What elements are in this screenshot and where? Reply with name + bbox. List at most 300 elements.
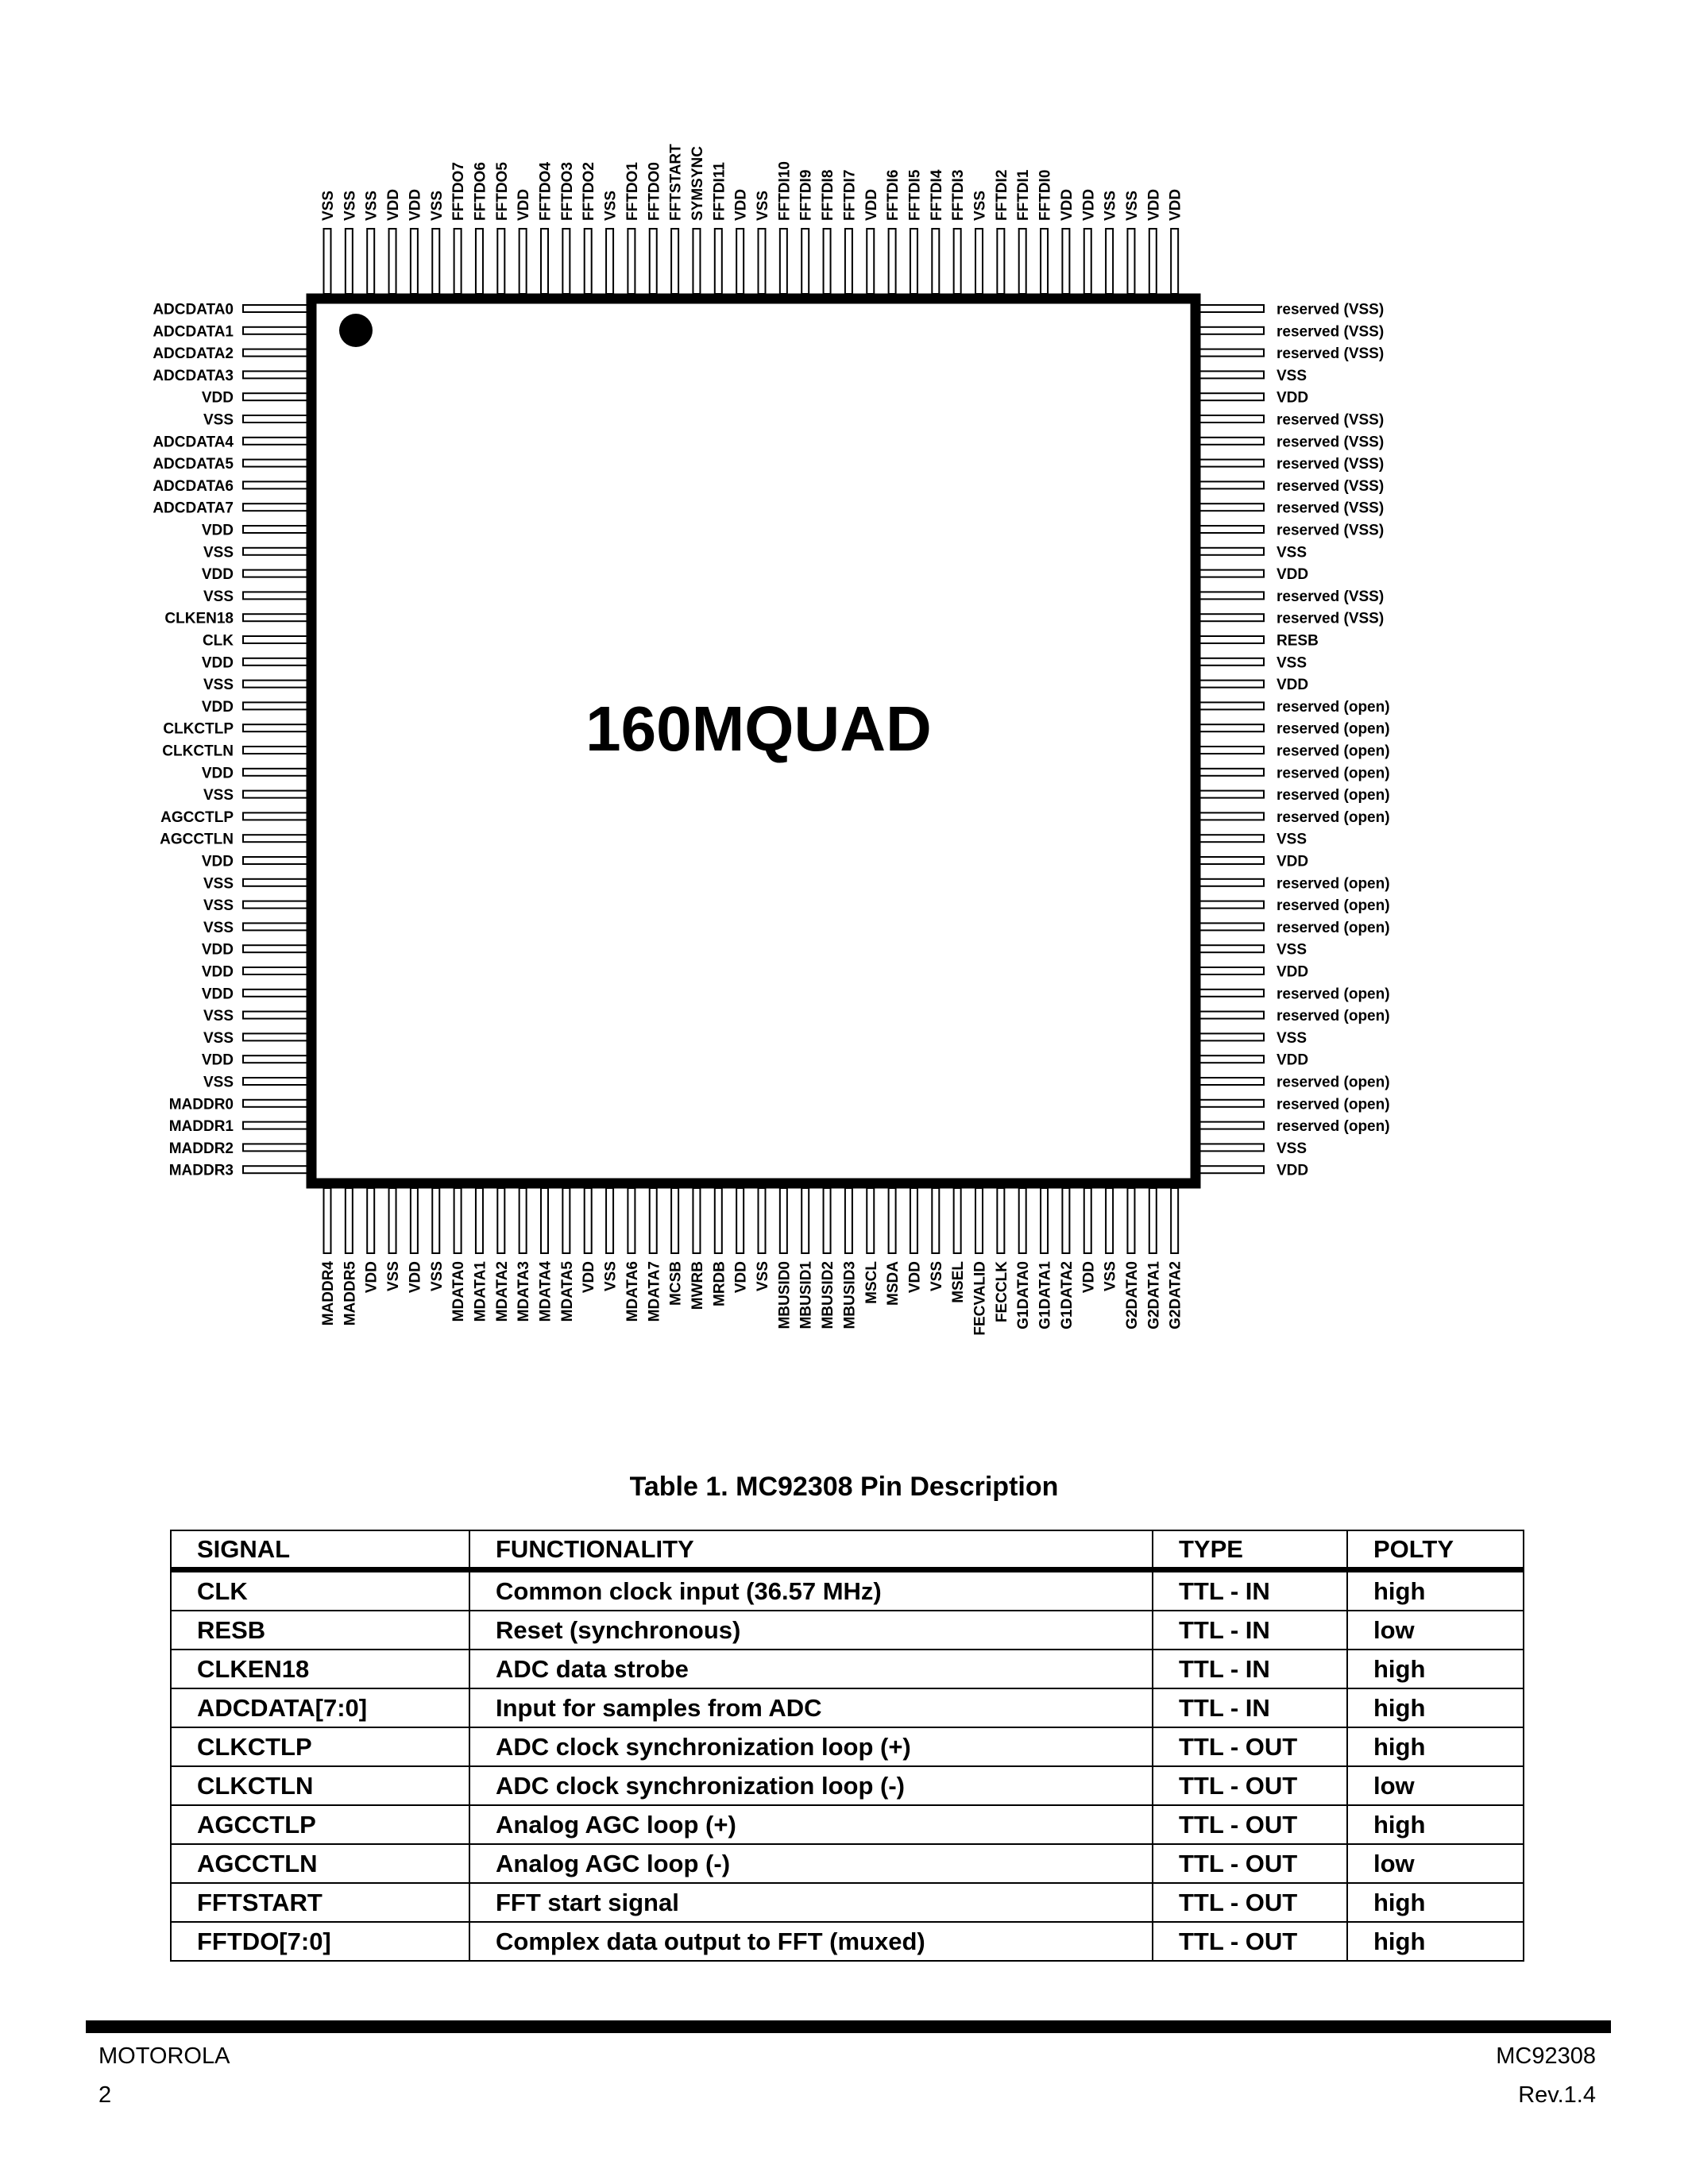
right-pin-label: VSS xyxy=(1277,831,1308,848)
top-pin-label: VSS xyxy=(1102,190,1119,221)
top-pin-lead xyxy=(1062,229,1069,294)
left-pin-label: VSS xyxy=(203,677,234,694)
bottom-pin-label: MDATA1 xyxy=(472,1261,489,1322)
package-name: 160MQUAD xyxy=(585,693,932,764)
left-pin-label: VDD xyxy=(201,522,234,539)
left-pin-label: VSS xyxy=(203,1008,234,1025)
table-row xyxy=(171,1805,1524,1844)
top-pin-lead xyxy=(802,229,809,294)
bottom-pin-lead xyxy=(954,1188,961,1253)
table-row xyxy=(171,1922,1524,1961)
left-pin-label: MADDR2 xyxy=(168,1140,234,1157)
bottom-pin-lead xyxy=(759,1188,766,1253)
polty-cell: high xyxy=(1347,1883,1524,1922)
left-pin-lead xyxy=(243,548,308,555)
right-pin-label: VSS xyxy=(1277,941,1308,959)
left-pin-label: VSS xyxy=(203,411,234,429)
bottom-pin-lead xyxy=(367,1188,374,1253)
bottom-pin-label: G2DATA2 xyxy=(1167,1261,1184,1329)
right-pin-label: reserved (open) xyxy=(1277,787,1390,805)
right-pin-lead xyxy=(1199,769,1264,776)
right-pin-lead xyxy=(1199,724,1264,731)
bottom-pin-lead xyxy=(346,1188,353,1253)
top-pin-lead xyxy=(628,229,635,294)
right-pin-lead xyxy=(1199,460,1264,467)
top-pin-lead xyxy=(824,229,831,294)
top-pin-group xyxy=(320,144,1184,294)
right-pin-label: reserved (VSS) xyxy=(1277,323,1385,341)
left-pin-label: VDD xyxy=(201,941,234,959)
type-cell: TTL - OUT xyxy=(1153,1766,1347,1805)
right-pin-lead xyxy=(1199,1100,1264,1107)
top-pin-label: VDD xyxy=(1080,188,1098,221)
bottom-pin-label: VSS xyxy=(428,1261,446,1292)
right-pin-lead xyxy=(1199,702,1264,709)
top-pin-label: VSS xyxy=(363,190,380,221)
bottom-pin-label: G1DATA1 xyxy=(1037,1261,1054,1329)
top-pin-label: FFTDI10 xyxy=(776,161,794,221)
left-pin-label: ADCDATA7 xyxy=(153,500,234,517)
top-pin-label: VDD xyxy=(863,188,880,221)
pin1-marker xyxy=(339,314,373,347)
header-functionality: FUNCTIONALITY xyxy=(469,1530,1153,1570)
type-cell: TTL - OUT xyxy=(1153,1805,1347,1844)
right-pin-label: VDD xyxy=(1277,677,1309,694)
left-pin-label: VDD xyxy=(201,853,234,870)
top-pin-label: FFTDI1 xyxy=(1015,169,1033,221)
signal-cell: FFTDO[7:0] xyxy=(171,1922,469,1961)
right-pin-lead xyxy=(1199,1078,1264,1085)
right-pin-lead xyxy=(1199,1055,1264,1063)
functionality-cell: Analog AGC loop (-) xyxy=(469,1844,1153,1883)
right-pin-label: reserved (VSS) xyxy=(1277,477,1385,495)
right-pin-lead xyxy=(1199,526,1264,533)
top-pin-lead xyxy=(562,229,570,294)
left-pin-lead xyxy=(243,570,308,577)
table-title: Table 1. MC92308 Pin Description xyxy=(629,1472,1059,1502)
bottom-pin-label: MBUSID3 xyxy=(841,1261,859,1329)
bottom-pin-lead xyxy=(1062,1188,1069,1253)
right-pin-lead xyxy=(1199,923,1264,930)
table-row xyxy=(171,1650,1524,1688)
functionality-cell: Analog AGC loop (+) xyxy=(469,1805,1153,1844)
top-pin-label: FFTDI3 xyxy=(950,169,968,221)
left-pin-lead xyxy=(243,592,308,599)
table-row xyxy=(171,1570,1524,1611)
right-pin-label: reserved (open) xyxy=(1277,808,1390,826)
left-pin-lead xyxy=(243,349,308,357)
bottom-pin-group xyxy=(320,1188,1184,1336)
top-pin-label: VDD xyxy=(1058,188,1076,221)
header-type: TYPE xyxy=(1153,1530,1347,1570)
left-pin-lead xyxy=(243,857,308,864)
right-pin-lead xyxy=(1199,967,1264,974)
bottom-pin-label: MDATA2 xyxy=(493,1261,511,1322)
bottom-pin-label: VDD xyxy=(363,1261,380,1294)
right-pin-label: reserved (open) xyxy=(1277,1096,1390,1113)
right-pin-label: reserved (VSS) xyxy=(1277,411,1385,429)
right-pin-label: VSS xyxy=(1277,1029,1308,1047)
left-pin-lead xyxy=(243,371,308,378)
footer-company: MOTOROLA xyxy=(98,2043,230,2069)
bottom-pin-lead xyxy=(997,1188,1004,1253)
right-pin-label: VDD xyxy=(1277,1051,1309,1069)
right-pin-label: reserved (open) xyxy=(1277,1074,1390,1091)
top-pin-lead xyxy=(1041,229,1048,294)
functionality-cell: ADC clock synchronization loop (+) xyxy=(469,1727,1153,1766)
right-pin-label: VDD xyxy=(1277,853,1309,870)
top-pin-label: FFTDO2 xyxy=(581,162,598,221)
left-pin-lead xyxy=(243,504,308,511)
bottom-pin-lead xyxy=(932,1188,939,1253)
top-pin-lead xyxy=(1127,229,1134,294)
bottom-pin-label: G2DATA0 xyxy=(1123,1261,1141,1329)
right-pin-label: VSS xyxy=(1277,1140,1308,1157)
top-pin-label: FFTDI5 xyxy=(906,169,924,221)
left-pin-lead xyxy=(243,945,308,952)
right-pin-label: reserved (open) xyxy=(1277,1118,1390,1136)
top-pin-lead xyxy=(476,229,483,294)
top-pin-lead xyxy=(367,229,374,294)
functionality-cell: Reset (synchronous) xyxy=(469,1611,1153,1650)
bottom-pin-label: MBUSID1 xyxy=(798,1261,815,1329)
left-pin-lead xyxy=(243,967,308,974)
bottom-pin-lead xyxy=(824,1188,831,1253)
bottom-pin-label: MBUSID2 xyxy=(820,1261,837,1329)
left-pin-label: VSS xyxy=(203,787,234,805)
bottom-pin-lead xyxy=(889,1188,896,1253)
left-pin-label: AGCCTLP xyxy=(160,808,234,826)
left-pin-label: VDD xyxy=(201,963,234,981)
bottom-pin-lead xyxy=(845,1188,852,1253)
right-pin-label: reserved (VSS) xyxy=(1277,588,1385,605)
bottom-pin-label: VDD xyxy=(407,1261,424,1294)
top-pin-label: VDD xyxy=(516,188,533,221)
bottom-pin-label: MADDR5 xyxy=(342,1261,359,1326)
right-pin-lead xyxy=(1199,371,1264,378)
left-pin-label: CLKEN18 xyxy=(164,610,234,627)
type-cell: TTL - IN xyxy=(1153,1611,1347,1650)
top-pin-lead xyxy=(932,229,939,294)
polty-cell: low xyxy=(1347,1844,1524,1883)
right-pin-lead xyxy=(1199,945,1264,952)
type-cell: TTL - IN xyxy=(1153,1650,1347,1688)
bottom-pin-label: MCSB xyxy=(667,1261,685,1306)
right-pin-lead xyxy=(1199,481,1264,488)
left-pin-lead xyxy=(243,481,308,488)
top-pin-label: FFTDI7 xyxy=(841,169,859,221)
table-row xyxy=(171,1883,1524,1922)
top-pin-lead xyxy=(780,229,787,294)
left-pin-label: VSS xyxy=(203,544,234,561)
right-pin-label: reserved (VSS) xyxy=(1277,500,1385,517)
top-pin-lead xyxy=(693,229,700,294)
right-pin-lead xyxy=(1199,592,1264,599)
left-pin-lead xyxy=(243,393,308,400)
top-pin-label: FFTDO1 xyxy=(624,162,641,221)
top-pin-lead xyxy=(997,229,1004,294)
top-pin-lead xyxy=(889,229,896,294)
right-pin-lead xyxy=(1199,990,1264,997)
functionality-cell: Common clock input (36.57 MHz) xyxy=(469,1570,1153,1611)
right-pin-label: reserved (open) xyxy=(1277,765,1390,782)
left-pin-label: VSS xyxy=(203,897,234,915)
right-pin-lead xyxy=(1199,349,1264,357)
right-pin-label: reserved (open) xyxy=(1277,698,1390,716)
polty-cell: high xyxy=(1347,1922,1524,1961)
table-row xyxy=(171,1844,1524,1883)
top-pin-label: FFTDI4 xyxy=(928,169,945,221)
right-pin-lead xyxy=(1199,305,1264,312)
top-pin-label: FFTDO4 xyxy=(537,162,554,221)
signal-cell: CLK xyxy=(171,1570,469,1611)
top-pin-label: FFTSTART xyxy=(667,144,685,221)
top-pin-label: FFTDI0 xyxy=(1037,169,1054,221)
bottom-pin-lead xyxy=(1149,1188,1157,1253)
left-pin-lead xyxy=(243,747,308,754)
right-pin-label: reserved (open) xyxy=(1277,1008,1390,1025)
bottom-pin-lead xyxy=(606,1188,613,1253)
left-pin-lead xyxy=(243,1166,308,1173)
left-pin-label: VSS xyxy=(203,588,234,605)
right-pin-lead xyxy=(1199,681,1264,688)
signal-cell: CLKCTLN xyxy=(171,1766,469,1805)
footer-revision: Rev.1.4 xyxy=(1518,2082,1596,2108)
left-pin-label: VDD xyxy=(201,1051,234,1069)
right-pin-lead xyxy=(1199,1166,1264,1173)
top-pin-lead xyxy=(1171,229,1178,294)
bottom-pin-label: MRDB xyxy=(711,1261,728,1306)
bottom-pin-lead xyxy=(432,1188,439,1253)
polty-cell: high xyxy=(1347,1570,1524,1611)
table-body xyxy=(171,1570,1524,1962)
left-pin-label: VSS xyxy=(203,1029,234,1047)
polty-cell: low xyxy=(1347,1611,1524,1650)
bottom-pin-lead xyxy=(541,1188,548,1253)
right-pin-lead xyxy=(1199,901,1264,909)
bottom-pin-label: MBUSID0 xyxy=(776,1261,794,1329)
right-pin-lead xyxy=(1199,548,1264,555)
left-pin-label: CLKCTLN xyxy=(162,743,234,760)
type-cell: TTL - OUT xyxy=(1153,1844,1347,1883)
top-pin-label: VSS xyxy=(320,190,337,221)
right-pin-lead xyxy=(1199,747,1264,754)
left-pin-label: VDD xyxy=(201,698,234,716)
bottom-pin-label: MADDR4 xyxy=(320,1261,337,1326)
bottom-pin-lead xyxy=(585,1188,592,1253)
right-pin-lead xyxy=(1199,570,1264,577)
left-pin-group xyxy=(153,302,308,1179)
left-pin-lead xyxy=(243,812,308,820)
left-pin-lead xyxy=(243,658,308,666)
bottom-pin-label: G2DATA1 xyxy=(1145,1261,1163,1329)
top-pin-label: VSS xyxy=(428,190,446,221)
top-pin-lead xyxy=(389,229,396,294)
functionality-cell: Input for samples from ADC xyxy=(469,1688,1153,1727)
right-pin-lead xyxy=(1199,1144,1264,1151)
left-pin-label: VDD xyxy=(201,986,234,1003)
top-pin-lead xyxy=(411,229,418,294)
left-pin-label: VSS xyxy=(203,875,234,893)
bottom-pin-lead xyxy=(411,1188,418,1253)
top-pin-lead xyxy=(715,229,722,294)
left-pin-label: ADCDATA2 xyxy=(153,345,234,363)
right-pin-lead xyxy=(1199,791,1264,798)
top-pin-label: FFTDI11 xyxy=(711,162,728,221)
left-pin-label: VSS xyxy=(203,919,234,936)
left-pin-label: MADDR0 xyxy=(168,1096,234,1113)
bottom-pin-label: MDATA6 xyxy=(624,1261,641,1322)
right-pin-label: VDD xyxy=(1277,566,1309,584)
left-pin-lead xyxy=(243,1100,308,1107)
bottom-pin-lead xyxy=(736,1188,744,1253)
left-pin-lead xyxy=(243,305,308,312)
top-pin-label: FFTDO0 xyxy=(646,162,663,221)
right-pin-label: reserved (VSS) xyxy=(1277,301,1385,318)
bottom-pin-lead xyxy=(520,1188,527,1253)
left-pin-lead xyxy=(243,923,308,930)
bottom-pin-label: VDD xyxy=(732,1261,750,1294)
polty-cell: low xyxy=(1347,1766,1524,1805)
top-pin-lead xyxy=(1106,229,1113,294)
left-pin-label: VDD xyxy=(201,765,234,782)
right-pin-lead xyxy=(1199,879,1264,886)
bottom-pin-lead xyxy=(389,1188,396,1253)
bottom-pin-label: VSS xyxy=(602,1261,620,1292)
left-pin-lead xyxy=(243,327,308,334)
top-pin-lead xyxy=(650,229,657,294)
right-pin-label: reserved (open) xyxy=(1277,897,1390,915)
functionality-cell: Complex data output to FFT (muxed) xyxy=(469,1922,1153,1961)
top-pin-label: VSS xyxy=(971,190,989,221)
left-pin-lead xyxy=(243,1055,308,1063)
bottom-pin-label: VDD xyxy=(1080,1261,1098,1294)
left-pin-label: CLKCTLP xyxy=(163,720,234,738)
bottom-pin-label: MDATA7 xyxy=(646,1261,663,1322)
table-header-row xyxy=(171,1530,1524,1570)
left-pin-lead xyxy=(243,990,308,997)
top-pin-lead xyxy=(606,229,613,294)
bottom-pin-label: FECVALID xyxy=(971,1261,989,1336)
right-pin-label: reserved (VSS) xyxy=(1277,434,1385,451)
right-pin-label: VSS xyxy=(1277,654,1308,672)
bottom-pin-label: G1DATA2 xyxy=(1058,1261,1076,1329)
left-pin-lead xyxy=(243,415,308,423)
left-pin-label: ADCDATA5 xyxy=(153,456,234,473)
type-cell: TTL - IN xyxy=(1153,1570,1347,1611)
right-pin-lead xyxy=(1199,327,1264,334)
left-pin-lead xyxy=(243,901,308,909)
top-pin-label: VSS xyxy=(755,190,771,221)
bottom-pin-lead xyxy=(628,1188,635,1253)
top-pin-lead xyxy=(454,229,462,294)
polty-cell: high xyxy=(1347,1650,1524,1688)
right-pin-lead xyxy=(1199,504,1264,511)
left-pin-lead xyxy=(243,438,308,445)
top-pin-label: VSS xyxy=(342,190,359,221)
left-pin-label: MADDR1 xyxy=(168,1118,234,1136)
left-pin-label: VDD xyxy=(201,654,234,672)
bottom-pin-lead xyxy=(497,1188,504,1253)
right-pin-lead xyxy=(1199,614,1264,621)
bottom-pin-lead xyxy=(780,1188,787,1253)
bottom-pin-label: MSCL xyxy=(863,1261,880,1304)
top-pin-lead xyxy=(910,229,917,294)
top-pin-label: FFTDO5 xyxy=(493,162,511,221)
right-pin-label: reserved (open) xyxy=(1277,720,1390,738)
footer-page-number: 2 xyxy=(98,2082,112,2108)
top-pin-lead xyxy=(845,229,852,294)
left-pin-label: VDD xyxy=(201,566,234,584)
top-pin-label: VSS xyxy=(1123,190,1141,221)
top-pin-lead xyxy=(497,229,504,294)
top-pin-label: FFTDI9 xyxy=(798,169,815,221)
bottom-pin-label: VDD xyxy=(906,1261,924,1294)
bottom-pin-lead xyxy=(1171,1188,1178,1253)
right-pin-lead xyxy=(1199,636,1264,643)
top-pin-lead xyxy=(1084,229,1091,294)
top-pin-lead xyxy=(432,229,439,294)
left-pin-label: ADCDATA1 xyxy=(153,323,234,341)
bottom-pin-lead xyxy=(324,1188,331,1253)
right-pin-label: reserved (open) xyxy=(1277,919,1390,936)
left-pin-label: VSS xyxy=(203,1074,234,1091)
bottom-pin-lead xyxy=(454,1188,462,1253)
left-pin-lead xyxy=(243,526,308,533)
bottom-pin-lead xyxy=(1019,1188,1026,1253)
table-row xyxy=(171,1727,1524,1766)
pin-description-table xyxy=(170,1530,1524,1962)
left-pin-label: ADCDATA0 xyxy=(153,301,234,318)
bottom-pin-lead xyxy=(1041,1188,1048,1253)
left-pin-lead xyxy=(243,1122,308,1129)
left-pin-label: MADDR3 xyxy=(168,1162,234,1179)
left-pin-lead xyxy=(243,879,308,886)
left-pin-label: ADCDATA3 xyxy=(153,367,234,384)
bottom-pin-lead xyxy=(1084,1188,1091,1253)
functionality-cell: ADC data strobe xyxy=(469,1650,1153,1688)
right-pin-label: reserved (open) xyxy=(1277,986,1390,1003)
type-cell: TTL - OUT xyxy=(1153,1883,1347,1922)
top-pin-lead xyxy=(736,229,744,294)
bottom-pin-lead xyxy=(867,1188,874,1253)
top-pin-label: VSS xyxy=(602,190,620,221)
top-pin-lead xyxy=(520,229,527,294)
type-cell: TTL - OUT xyxy=(1153,1922,1347,1961)
bottom-pin-label: VSS xyxy=(928,1261,945,1292)
bottom-pin-lead xyxy=(715,1188,722,1253)
top-pin-label: SYMSYNC xyxy=(689,146,706,221)
top-pin-label: FFTDI6 xyxy=(885,169,902,221)
right-pin-label: reserved (VSS) xyxy=(1277,610,1385,627)
top-pin-label: FFTDI2 xyxy=(993,169,1010,221)
left-pin-lead xyxy=(243,702,308,709)
left-pin-lead xyxy=(243,1012,308,1019)
right-pin-lead xyxy=(1199,835,1264,842)
bottom-pin-lead xyxy=(802,1188,809,1253)
bottom-pin-label: VSS xyxy=(755,1261,771,1292)
bottom-pin-lead xyxy=(975,1188,983,1253)
type-cell: TTL - IN xyxy=(1153,1688,1347,1727)
left-pin-label: ADCDATA4 xyxy=(153,434,234,451)
left-pin-label: CLK xyxy=(202,632,234,650)
header-signal: SIGNAL xyxy=(171,1530,469,1570)
right-pin-lead xyxy=(1199,415,1264,423)
top-pin-lead xyxy=(346,229,353,294)
top-pin-label: FFTDO6 xyxy=(472,162,489,221)
left-pin-label: AGCCTLN xyxy=(160,831,234,848)
right-pin-lead xyxy=(1199,393,1264,400)
